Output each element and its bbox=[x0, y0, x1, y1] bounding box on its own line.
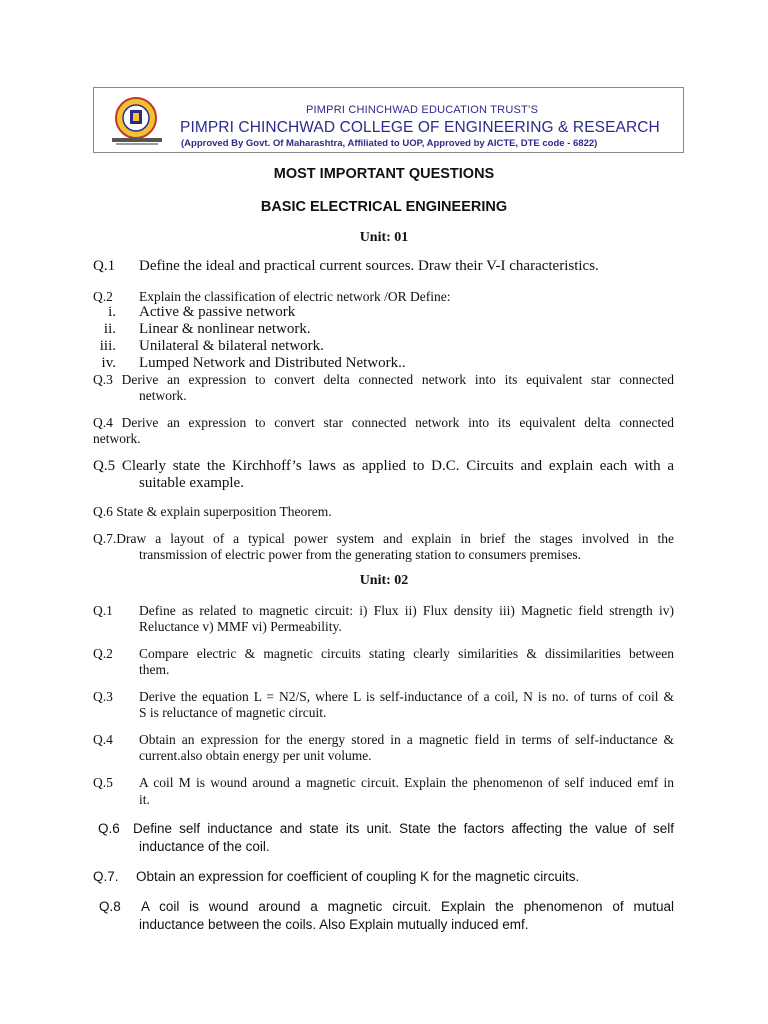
u2-q5-number: Q.5 bbox=[93, 775, 113, 790]
trust-name: PIMPRI CHINCHWAD EDUCATION TRUST’S bbox=[306, 104, 539, 116]
u2-q1-number: Q.1 bbox=[93, 603, 113, 618]
college-header-banner bbox=[93, 87, 684, 153]
u1-q5-line1: Q.5 Clearly state the Kirchhoff’s laws as applied to D.C. Circuits and explain each with a bbox=[93, 458, 674, 474]
u1-q2-item-text: Active & passive network bbox=[139, 304, 296, 320]
u2-q6-number: Q.6 bbox=[98, 821, 120, 836]
u1-q1-number: Q.1 bbox=[93, 258, 116, 274]
u2-q7-number: Q.7. bbox=[93, 869, 119, 884]
u2-q6-line2: inductance of the coil. bbox=[139, 839, 270, 854]
u2-q8-number: Q.8 bbox=[99, 899, 121, 914]
u2-q4-line1: Obtain an expression for the energy stored in a magnetic field in terms of self-inductance & bbox=[139, 732, 674, 747]
u2-q7-text: Obtain an expression for coefficient of coupling K for the magnetic circuits. bbox=[136, 869, 580, 884]
u1-q7-line1: Q.7.Draw a layout of a typical power system and explain in brief the stages involved in the bbox=[93, 531, 674, 546]
unit-2-heading: Unit: 02 bbox=[359, 573, 409, 588]
u1-q1-text: Define the ideal and practical current sources. Draw their V-I characteristics. bbox=[139, 258, 599, 274]
u2-q4-line2: current.also obtain energy per unit volume. bbox=[139, 748, 372, 763]
u1-q2-item-num: i. bbox=[108, 304, 116, 320]
u1-q2-item-text: Linear & nonlinear network. bbox=[139, 321, 311, 337]
u1-q2-item-num: iv. bbox=[101, 355, 116, 371]
u1-q6-text: Q.6 State & explain superposition Theorem. bbox=[93, 504, 332, 519]
u1-q4-line2: network. bbox=[93, 431, 141, 446]
college-logo-icon bbox=[102, 94, 178, 146]
u1-q2-item-text: Lumped Network and Distributed Network.. bbox=[139, 355, 406, 371]
u2-q2-line1: Compare electric & magnetic circuits stating clearly similarities & dissimilarities between bbox=[139, 646, 674, 661]
u1-q4-line1: Q.4 Derive an expression to convert star connected network into its equivalent delta connected bbox=[93, 415, 674, 430]
u2-q1-line2: Reluctance v) MMF vi) Permeability. bbox=[139, 619, 342, 634]
u2-q3-line2: S is reluctance of magnetic circuit. bbox=[139, 705, 327, 720]
u2-q2-line2: them. bbox=[139, 662, 170, 677]
u2-q8-line2: inductance between the coils. Also Explain mutually induced emf. bbox=[139, 917, 529, 932]
u2-q4-number: Q.4 bbox=[93, 732, 113, 747]
u2-q3-line1: Derive the equation L = N2/S, where L is self-inductance of a coil, N is no. of turns of coil & bbox=[139, 689, 674, 704]
subject-title: BASIC ELECTRICAL ENGINEERING bbox=[260, 199, 508, 215]
u1-q7-line2: transmission of electric power from the generating station to consumers premises. bbox=[139, 547, 582, 562]
u1-q3-line2: network. bbox=[139, 388, 187, 403]
u1-q2-number: Q.2 bbox=[93, 289, 113, 304]
u1-q5-line2: suitable example. bbox=[139, 475, 244, 491]
u2-q8-line1: A coil is wound around a magnetic circuit. Explain the phenomenon of mutual bbox=[141, 899, 674, 914]
u2-q1-line1: Define as related to magnetic circuit: i) Flux ii) Flux density iii) Magnetic field strength iv) bbox=[139, 603, 674, 618]
u1-q2-text: Explain the classification of electric network /OR Define: bbox=[139, 289, 451, 304]
u2-q2-number: Q.2 bbox=[93, 646, 113, 661]
u2-q3-number: Q.3 bbox=[93, 689, 113, 704]
u2-q6-line1: Define self inductance and state its unit. State the factors affecting the value of self bbox=[133, 821, 674, 836]
u1-q2-item-text: Unilateral & bilateral network. bbox=[139, 338, 324, 354]
u2-q5-line1: A coil M is wound around a magnetic circuit. Explain the phenomenon of self induced emf in bbox=[139, 775, 674, 790]
approval-note: (Approved By Govt. Of Maharashtra, Affiliated to UOP, Approved by AICTE, DTE code - 6822) bbox=[181, 138, 598, 149]
unit-1-heading: Unit: 01 bbox=[359, 230, 409, 245]
college-name: PIMPRI CHINCHWAD COLLEGE OF ENGINEERING & RESEARCH bbox=[180, 119, 660, 136]
u1-q2-item-num: ii. bbox=[103, 321, 116, 337]
u2-q5-line2: it. bbox=[139, 792, 150, 807]
u1-q3-line1: Q.3 Derive an expression to convert delta connected network into its equivalent star connected bbox=[93, 372, 674, 387]
u1-q2-item-num: iii. bbox=[99, 338, 116, 354]
page-title: MOST IMPORTANT QUESTIONS bbox=[273, 166, 495, 182]
